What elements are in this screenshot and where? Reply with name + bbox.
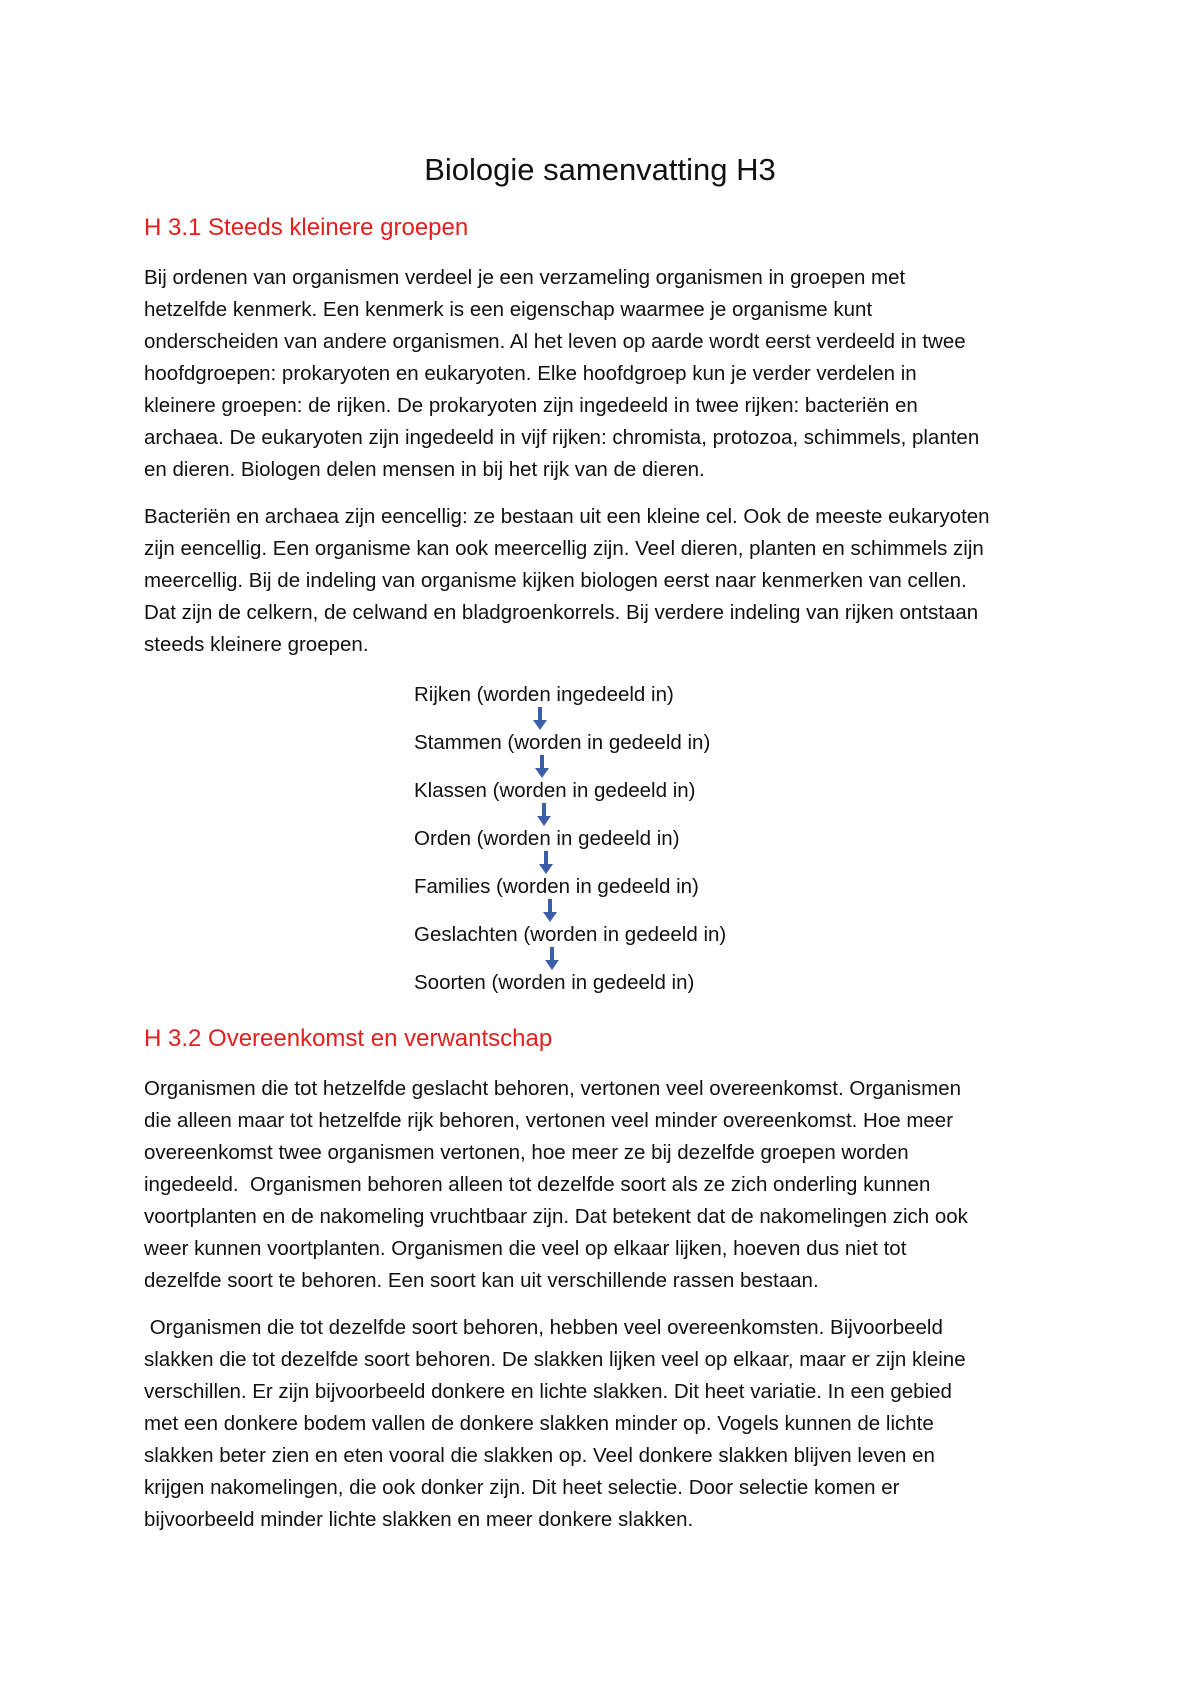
hierarchy-item-stammen: Stammen (worden in gedeeld in) — [414, 731, 711, 754]
text-line: meercellig. Bij de indeling van organisme kijken biologen eerst naar kenmerken van cellen. — [144, 569, 967, 592]
text-line: Bacteriën en archaea zijn eencellig: ze bestaan uit een kleine cel. Ook de meeste eukaryoten — [144, 505, 990, 528]
hierarchy-item-geslachten: Geslachten (worden in gedeeld in) — [414, 923, 727, 946]
text-line: steeds kleinere groepen. — [144, 633, 369, 656]
text-line: Organismen die tot dezelfde soort behoren, hebben veel overeenkomsten. Bijvoorbeeld — [144, 1316, 943, 1339]
section-heading-3-2: H 3.2 Overeenkomst en verwantschap — [144, 1025, 553, 1052]
down-arrow-icon — [530, 707, 550, 731]
text-line: kleinere groepen: de rijken. De prokaryoten zijn ingedeeld in twee rijken: bacteriën en — [144, 394, 918, 417]
text-line: Dat zijn de celkern, de celwand en bladgroenkorrels. Bij verdere indeling van rijken ontstaan — [144, 601, 979, 624]
document-title: Biologie samenvatting H3 — [424, 152, 776, 187]
text-line: overeenkomst twee organismen vertonen, hoe meer ze bij dezelfde groepen worden — [144, 1141, 909, 1164]
text-line: Bij ordenen van organismen verdeel je een verzameling organismen in groepen met — [144, 266, 906, 289]
paragraph-section1-1 — [144, 262, 1064, 486]
text-line: slakken beter zien en eten vooral die slakken op. Veel donkere slakken blijven leven en — [144, 1444, 935, 1467]
down-arrow-icon — [532, 755, 552, 779]
paragraph-section2-1 — [144, 1073, 1064, 1297]
text-line: hoofdgroepen: prokaryoten en eukaryoten. Elke hoofdgroep kun je verder verdelen in — [144, 362, 917, 385]
text-line: voortplanten en de nakomeling vruchtbaar zijn. Dat betekent dat de nakomelingen zich ook — [144, 1205, 968, 1228]
text-line: verschillen. Er zijn bijvoorbeeld donkere en lichte slakken. Dit heet variatie. In een gebied — [144, 1380, 952, 1403]
text-line: onderscheiden van andere organismen. Al het leven op aarde wordt eerst verdeeld in twee — [144, 330, 966, 353]
down-arrow-icon — [540, 899, 560, 923]
hierarchy-item-families: Families (worden in gedeeld in) — [414, 875, 699, 898]
text-line: krijgen nakomelingen, die ook donker zijn. Dit heet selectie. Door selectie komen er — [144, 1476, 900, 1499]
paragraph-section2-2 — [144, 1312, 1064, 1536]
hierarchy-item-soorten: Soorten (worden in gedeeld in) — [414, 971, 695, 994]
paragraph-section1-2 — [144, 501, 1064, 661]
hierarchy-item-orden: Orden (worden in gedeeld in) — [414, 827, 680, 850]
text-line: dezelfde soort te behoren. Een soort kan uit verschillende rassen bestaan. — [144, 1269, 819, 1292]
text-line: Organismen die tot hetzelfde geslacht behoren, vertonen veel overeenkomst. Organismen — [144, 1077, 962, 1100]
hierarchy-item-rijken: Rijken (worden ingedeeld in) — [414, 683, 674, 706]
text-line: slakken die tot dezelfde soort behoren. De slakken lijken veel op elkaar, maar er zijn kleine — [144, 1348, 966, 1371]
down-arrow-icon — [542, 947, 562, 971]
text-line: en dieren. Biologen delen mensen in bij het rijk van de dieren. — [144, 458, 705, 481]
text-line: bijvoorbeeld minder lichte slakken en meer donkere slakken. — [144, 1508, 694, 1531]
text-line: weer kunnen voortplanten. Organismen die veel op elkaar lijken, hoeven dus niet tot — [144, 1237, 907, 1260]
text-line: die alleen maar tot hetzelfde rijk behoren, vertonen veel minder overeenkomst. Hoe meer — [144, 1109, 954, 1132]
hierarchy-item-klassen: Klassen (worden in gedeeld in) — [414, 779, 696, 802]
text-line: archaea. De eukaryoten zijn ingedeeld in vijf rijken: chromista, protozoa, schimmels, planten — [144, 426, 980, 449]
text-line: ingedeeld. Organismen behoren alleen tot dezelfde soort als ze zich onderling kunnen — [144, 1173, 931, 1196]
down-arrow-icon — [536, 851, 556, 875]
section-heading-3-1: H 3.1 Steeds kleinere groepen — [144, 214, 469, 241]
down-arrow-icon — [534, 803, 554, 827]
text-line: zijn eencellig. Een organisme kan ook meercellig zijn. Veel dieren, planten en schimmels zijn — [144, 537, 984, 560]
text-line: hetzelfde kenmerk. Een kenmerk is een eigenschap waarmee je organisme kunt — [144, 298, 873, 321]
text-line: met een donkere bodem vallen de donkere slakken minder op. Vogels kunnen de lichte — [144, 1412, 934, 1435]
